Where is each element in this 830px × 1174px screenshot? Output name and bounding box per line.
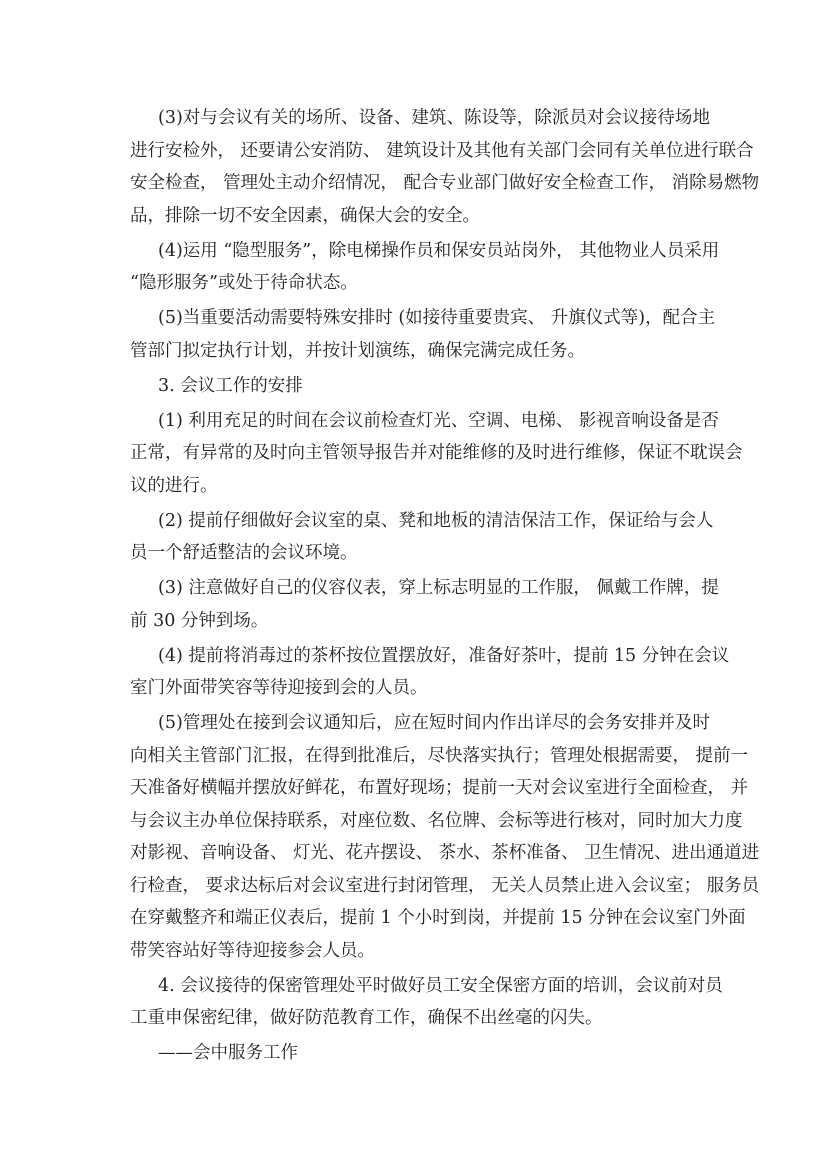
text-line: 向相关主管部门汇报，在得到批准后，尽快落实执行；管理处根据需要， 提前一 — [130, 745, 749, 766]
text-line: 安全检查， 管理处主动介绍情况， 配合专业部门做好安全检查工作， 消除易燃物 — [130, 173, 760, 193]
paragraph — [130, 707, 760, 967]
text-line: 员一个舒适整洁的会议环境。 — [130, 543, 358, 563]
paragraph — [130, 370, 710, 403]
text-line: 正常，有异常的及时向主管领导报告并对能维修的及时进行维修，保证不耽误会 — [130, 443, 743, 463]
document-page — [130, 102, 760, 1072]
text-line: (3) 注意做好自己的仪容仪表，穿上标志明显的工作服， 佩戴工作牌，提 — [158, 578, 719, 598]
paragraph — [130, 970, 723, 1035]
text-line: 对影视、音响设备、 灯光、花卉摆设、 茶水、茶杯准备、 卫生情况、进出通道进 — [130, 843, 760, 863]
text-line: 议的进行。 — [130, 475, 218, 496]
text-line: (5)当重要活动需要特殊安排时 (如接待重要贵宾、 升旗仪式等)，配合主 — [158, 308, 716, 328]
text-line: (4) 提前将消毒过的茶杯按位置摆放好，准备好茶叶，提前 15 分钟在会议 — [158, 645, 730, 666]
text-line: (5)管理处在接到会议通知后，应在短时间内作出详尽的会务安排并及时 — [158, 713, 710, 733]
text-line: ——会中服务工作 — [158, 1043, 298, 1063]
text-line: 4. 会议接待的保密管理处平时做好员工安全保密方面的培训，会议前对员 — [158, 975, 723, 996]
text-line: (4)运用 “隐型服务”，除电梯操作员和保安员站岗外， 其他物业人员采用 — [158, 240, 720, 261]
text-line: (3)对与会议有关的场所、设备、建筑、陈设等，除派员对会议接待场地 — [158, 108, 710, 128]
text-line: “隐形服务”或处于待命状态。 — [130, 273, 358, 293]
text-line: 行检查， 要求达标后对会议室进行封闭管理， 无关人员禁止进入会议室； 服务员 — [130, 875, 760, 896]
paragraph — [130, 405, 743, 503]
paragraph — [130, 640, 730, 705]
paragraph — [130, 1037, 710, 1070]
text-line: 在穿戴整齐和端正仪表后，提前 1 个小时到岗，并提前 15 分钟在会议室门外面 — [130, 908, 746, 928]
text-line: 工重申保密纪律，做好防范教育工作，确保不出丝毫的闪失。 — [130, 1008, 603, 1028]
text-line: 进行安检外， 还要请公安消防、 建筑设计及其他有关部门会同有关单位进行联合 — [130, 140, 754, 161]
paragraph — [130, 572, 719, 637]
text-line: 室门外面带笑容等待迎接到会的人员。 — [130, 678, 428, 698]
paragraph — [130, 505, 714, 570]
paragraph — [130, 102, 760, 232]
paragraph — [130, 302, 716, 367]
text-line: (1) 利用充足的时间在会议前检查灯光、空调、电梯、 影视音响设备是否 — [158, 410, 719, 431]
paragraph — [130, 235, 720, 300]
text-line: (2) 提前仔细做好会议室的桌、凳和地板的清洁保洁工作，保证给与会人 — [158, 510, 714, 531]
text-line: 带笑容站好等待迎接参会人员。 — [130, 940, 375, 961]
text-line: 3. 会议工作的安排 — [158, 375, 303, 396]
text-line: 天准备好横幅并摆放好鲜花，布置好现场；提前一天对会议室进行全面检查， 并 — [130, 778, 749, 798]
text-line: 前 30 分钟到场。 — [130, 610, 269, 631]
text-line: 管部门拟定执行计划，并按计划演练，确保完满完成任务。 — [130, 340, 585, 361]
text-line: 品，排除一切不安全因素，确保大会的安全。 — [130, 205, 480, 226]
text-line: 与会议主办单位保持联系，对座位数、名位牌、会标等进行核对，同时加大力度 — [130, 810, 743, 831]
